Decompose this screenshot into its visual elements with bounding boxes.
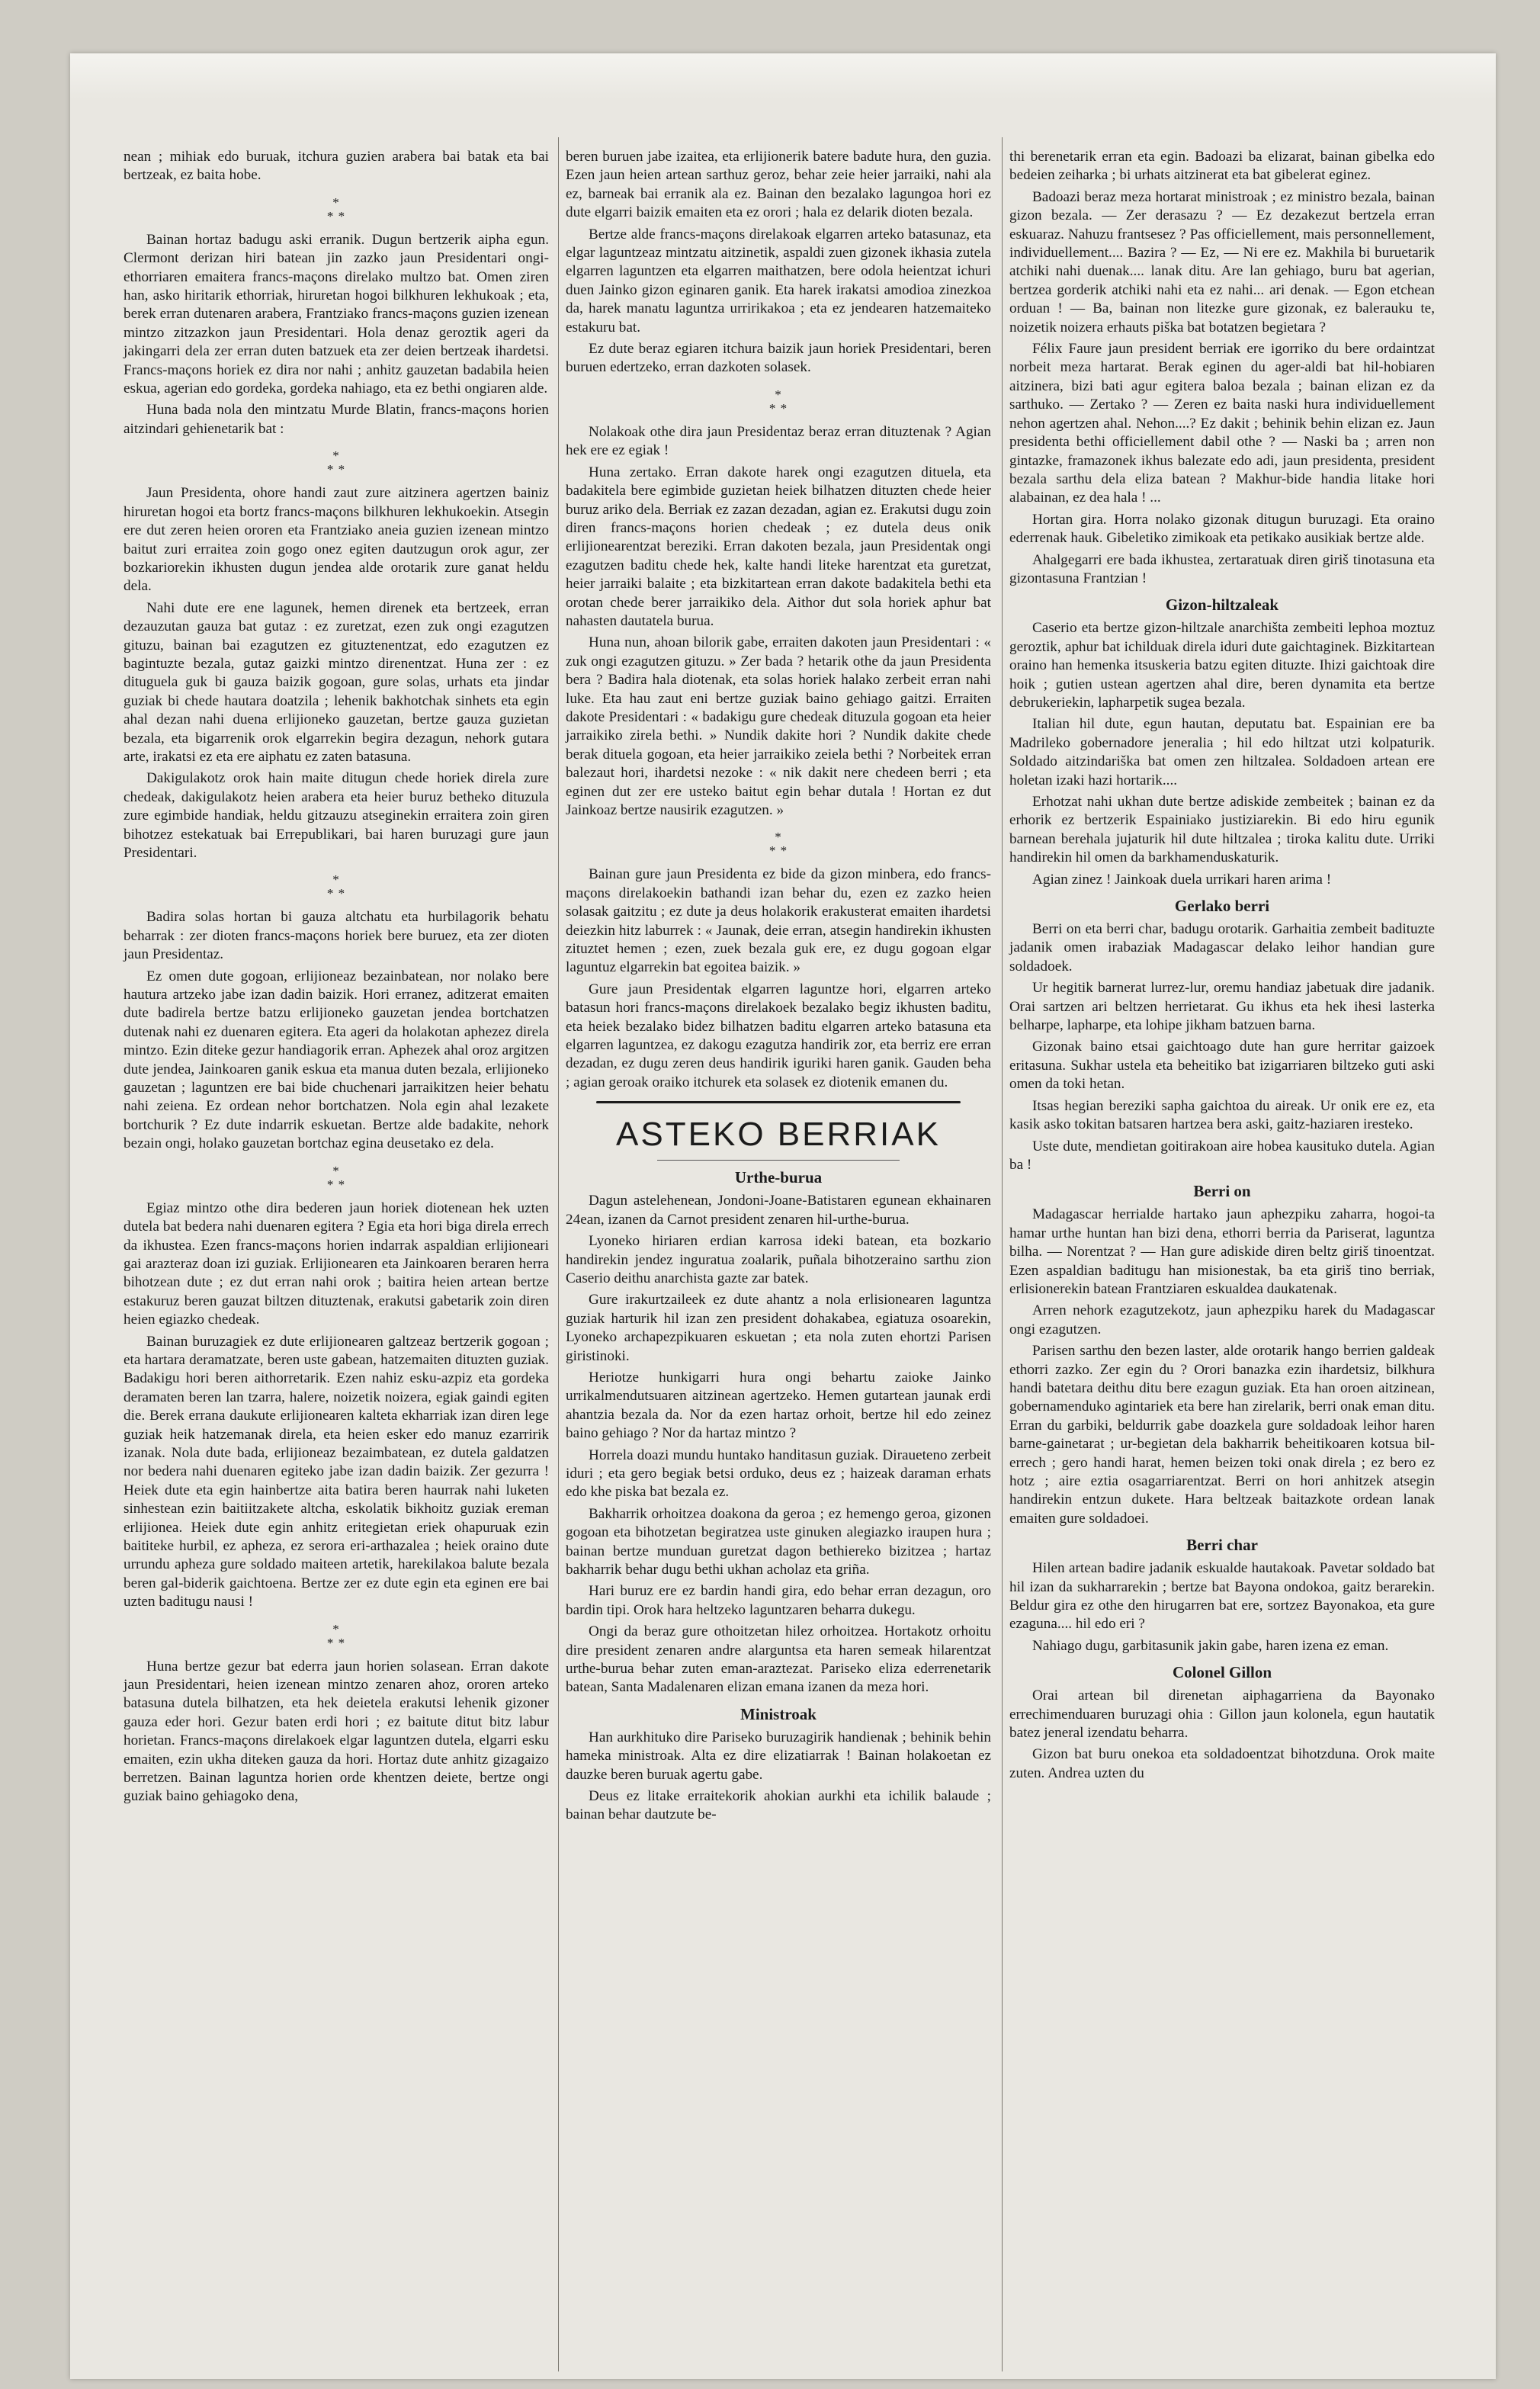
article-heading: Colonel Gillon — [1172, 1663, 1272, 1682]
paragraph: Huna bada nola den mintzatu Murde Blatin, francs-maçons horien aitzindari gehienetarik bat : — [124, 402, 549, 437]
paragraph: Badoazi beraz meza hortarat ministroak ; ez ministro bezala, bainan gizon bezala. — Zer derasazu ? — Ez dezakezut bertzela erran eskuaraz. Nahuzu frantsesez ? Pas officiellement, mais personnellement, individuellement.... Bazira ? — Ez, — Ni ere ez. Makhila bi buruetarik atchiki nahi duenak.... lanak ditu. Are lan gehiago, buru bat agerian, bertzea gorderik atchiki nahi eta ez nahi... ari denak. — Egon etchean orduan ! — Ba, bainan non litezke gure gizonak, ez balerauku te, noizetik noizera erhauts piška bat botatzen begietara ? — [1009, 188, 1435, 336]
article-heading: Gerlako berri — [1174, 897, 1270, 916]
paragraph: Uste dute, mendietan goitirakoan aire hobea kausituko dutela. Agian ba ! — [1009, 1138, 1435, 1173]
paragraph: Ur hegitik barnerat lurrez-lur, oremu handiaz jabetuak dire jadanik. Orai sartzen ari beltzen herrietarat. Gu ikhus eta hek ihesi lasterka belharpe, lapharpe, eta lohipe jikham batzuen barna. — [1009, 980, 1435, 1034]
paragraph: thi berenetarik erran eta egin. Badoazi ba elizarat, bainan gibelka edo bedeien zeiharka ; bi urhats aitzinerat eta bat gibelerat eginez. — [1009, 149, 1435, 184]
paragraph: Italian hil dute, egun hautan, deputatu bat. Espainian ere ba Madrileko gobernadore jeneralia ; hil edo hiltzat utzi kolpaturik. Soldado aitzindariška bat omen zen hiltzalea. Soldadoen artean ere holetan izaki hazi hortarik.... — [1009, 716, 1435, 788]
paragraph: Gizon bat buru onekoa eta soldadoentzat bihotzduna. Orok maite zuten. Andrea uzten du — [1009, 1746, 1435, 1781]
paragraph: Arren nehork ezagutzekotz, jaun aphezpiku harek du Madagascar ongi ezagutzen. — [1009, 1302, 1435, 1337]
paragraph: Gure jaun Presidentak elgarren laguntze hori, elgarren arteko batasun hori francs-maçons direlakoek bezalako begiz ikhusten baditu, eta heiek bezalako bidez bilhatzen baditu elgarren arteko batasuna eta elgarren laguntzea, ez dakogu ezagutza handirik zor, eta berriz ere erran dezadan, ez dugu zeren deus handirik iguriki haren ganik. Gauden beha ; agian geroak oraiko itchurek eta solasek ez diotenik emanen du. — [566, 981, 991, 1090]
paragraph: Nolakoak othe dira jaun Presidentaz beraz erran dituztenak ? Agian hek ere ez egiak ! — [566, 423, 991, 459]
paragraph: Heriotze hunkigarri hura ongi behartu zaioke Jainko urrikalmendutsuaren aitzinean agertzeko. Hemen gutartean jaunak erdi ahantzia bezala da. Nor da ezen hartaz orhoit, bertze hil edo zeinez baino gehiago ? Nor da hartaz mintzo ? — [566, 1369, 991, 1442]
paragraph: Gure irakurtzaileek ez dute ahantz a nola erlisionearen laguntza guziak harturik hil izan zen president dohakabea, egiatuza osoarekin, Lyoneko archapezpikuaren eskuetan ; eta nola zuten ehortzi Parisen giristinoki. — [566, 1292, 991, 1364]
asterism-divider: * * * — [326, 872, 346, 901]
paragraph: Badira solas hortan bi gauza altchatu eta hurbilagorik behatu beharrak : zer dioten francs-maçons horiek bere buruez, eta zer dioten jaun Presidentaz. — [124, 909, 549, 963]
paragraph: Orai artean bil direnetan aiphagarriena da Bayonako errechimenduaren buruzagi ohia : Gillon jaun kolonela, egun hautatik batez jeneral izendatu beharra. — [1009, 1687, 1435, 1742]
asterism-divider: * * * — [326, 194, 346, 223]
page-top-margin — [70, 53, 1496, 99]
paragraph: Madagascar herrialde hartako jaun aphezpiku zaharra, hogoi-ta hamar urthe huntan han bizi dena, ethorri berria da Pariserat, laguntza bilha. — Norentzat ? — Han gure adiskide diren beltz giriš tinoentzat. Ezen aspaldian baditugu han misionestak, ba eta giriš tino berriak, erlisionerekin batean Frantziaren eskualdea daukatenak. — [1009, 1206, 1435, 1297]
paragraph: Hilen artean badire jadanik eskualde hautakoak. Pavetar soldado bat hil izan da sukharrarekin ; bertze bat Bayona ondokoa, gaitz berarekin. Beldur gira ez othe den hirugarren bat ere, sortzez Bayonakoa, eta gure ezaguna.... hil edo eri ? — [1009, 1560, 1435, 1633]
column-1 — [124, 148, 549, 1809]
paragraph: beren buruen jabe izaitea, eta erlijionerik batere badute hura, den guzia. Ezen jaun heien artean sarthuz geroz, behar zeie heier jarraiki, nahi ala ez, barneak bai erranik ala ez. Bainan den bezalako lagungoa hori ez dute elgarri baizik emaiten eta ez orori ; hala ez delarik dioten bezala. — [566, 149, 991, 221]
paragraph: Nahiago dugu, garbitasunik jakin gabe, haren izena ez eman. — [1032, 1637, 1389, 1654]
paragraph: Hari buruz ere ez bardin handi gira, edo behar erran dezagun, oro bardin tipi. Orok hara heltzeko laguntzaren beharra dukegu. — [566, 1583, 991, 1618]
paragraph: Dagun astelehenean, Jondoni-Joane-Batistaren egunean ekhainaren 24ean, izanen da Carnot president zenaren hil-urthe-burua. — [566, 1193, 991, 1228]
asterism-divider: * * * — [326, 1621, 346, 1650]
newspaper-page — [70, 53, 1496, 2379]
paragraph: Bainan buruzagiek ez dute erlijionearen galtzeaz bertzerik gogoan ; eta hartara deramatzate, beren uste gabean, hatzemaiten dituzten guziak. Badakigu hori beren aithorretarik. Ezen nahiz esku-azpiz eta gordeka deramaten beren lan tzarra, halere, noizetik noizera, egiak gaindi egiten die. Berek errana daukute erlijionearen kalteta ekharriak izan diren lege guziak heik hatzemanak direla, eta heien esker edo manuz ezarririk izanak. Nola dute bada, erlijioneaz bezaimbatean, ez dutela galdatzen nor bedera nahi duenaren egiteko jabe izan dadin baizik. Zer gezurra ! Heiek dute eta egin hainbertze aita batira beren haurrak nahi luketen sinhestean ezin baitiitzakete altcha, eskolatik bikhoitz guziak ereman erlijionea. Heiek dute egin anhitz eritegietan eriek ohapuruak ezin baititeke hurbil, ez apheza, ez serora eri-arthazalea ; heiek oraino dute urrundu apheza gure soldado maiteen artetik, harekilakoa balute bezala beren gal-biderik gaichtoena. Bertze zer ez dute egin eta eginen ere bai uzten baditugu nausi ! — [124, 1333, 549, 1610]
paragraph: Agian zinez ! Jainkoak duela urrikari haren arima ! — [1032, 871, 1332, 888]
paragraph: Deus ez litake erraitekorik ahokian aurkhi eta ichilik balaude ; bainan behar dautzute be- — [566, 1788, 991, 1823]
asterism-divider: * * * — [326, 448, 346, 477]
paragraph: Bertze alde francs-maçons direlakoak elgarren arteko batasunaz, eta elgar laguntzeaz mintzatu aitzinetik, aspaldi zuen gizonek ikhasia zutela elgarren laguntzen eta elgarren maithatzen, bere odola heientzat ichuri duen Jainko gizon eginaren ganik. Eta harek irakatsi amodioa zinezkoa da, harek manatu laguntza urririkakoa ; eta ez jendearen hatzemaiteko estakuru bat. — [566, 226, 991, 336]
paragraph: Bakharrik orhoitzea doakona da geroa ; ez hemengo geroa, gizonen gogoan eta bihotzetan begiratzea uste ginuken alegiazko iraupen hura ; bainan bertze munduan guretzat dagon bethiereko bizitzea ; hartaz bakharrik behar dugu bethi ukhan acholaz eta griña. — [566, 1505, 991, 1578]
paragraph: Han aurkhituko dire Pariseko buruzagirik handienak ; behinik behin hameka ministroak. Alta ez dire elizatiarrak ! Bainan holakoetan ez dauzke beren buruak agertu gabe. — [566, 1729, 991, 1783]
article-heading: Gizon-hiltzaleak — [1165, 596, 1279, 615]
asterism-divider: * * * — [768, 830, 788, 859]
asterism-divider: * * * — [326, 1163, 346, 1192]
article-heading: Urthe-burua — [734, 1168, 823, 1187]
paragraph: Bainan gure jaun Presidenta ez bide da gizon minbera, edo francs-maçons direlakoekin bathandi izan behar du, ezen ez zazko heien solasak gaitzitu ; ez dute ja deus holakorik erakusterat emaiten ihardetsi deiezkin hitz laburrek : « Jaunak, deie erran, atsegin handirekin ikhusten zituztet hemen ; ezen, zuek bezala guk ere, ez dugu gogoan elgar laguntuz elgarrekin bat egoitea baizik. » — [566, 866, 991, 976]
paragraph: Parisen sarthu den bezen laster, alde orotarik hango berrien galdeak ethorri zazko. Zer egin du ? Orori banazka ezin ihardetsiz, bilkhura handi batetara deithu ditu bere ezagun guziak. Eta han oroen aitzinean, gobernamenduko agintariek eta bere han zirelarik, berri onak eman ditu. Erran du garbiki, beldurrik gabe doazkela gure soldadoak leihor haren barne-gainetarat ; ur-begietan dela bakharrik beheitikoaren kotsua bil-errech ; gero handi harat, hemen beizen toki onak direla ; ez bero ez hotz ; aire eztia osagarriarentzat. Berri on hori anhitzek atsegin handirekin entzun dukete. Hara beltzeak baitazkote ordean lanak emaiten gure soldadoei. — [1009, 1343, 1435, 1527]
article-heading: Berri on — [1193, 1182, 1251, 1201]
paragraph: Dakigulakotz orok hain maite ditugun chede horiek direla zure chedeak, dakigulakotz heien arabera eta heier buruz betheko dituzula zure egimbide handiak, heldu gitzauzu atseginekin erraitera zoin giren bihotzez estekatuak bai Errepublikari, bai haren buruzagi gure jaun Presidentari. — [124, 770, 549, 861]
article-heading: Ministroak — [740, 1704, 817, 1723]
paragraph: Huna zertako. Erran dakote harek ongi ezagutzen dituela, eta badakitela bere egimbide guzietan heiek bilhatzen dituzten chede heier buruz ariko dela. Berriak ez zazan dezadan, agian ez. Erakutsi dugu zoin diren francs-maçons horien chedeak ; ez dutela deus onik erlijionearentzat bereziki. Erran dakoten bezala, jaun Presidentak ongi ezagutzen baditu chede hek, kalte handi liteke harentzat eta guretzat, heier jarraiki balaite ; eta bizkitartean erran dakote badakitela bethi eta orotan chede berer jarraikiko dela. Aithor dut sola horiek aphur bat nahasten dautatela burua. — [566, 464, 991, 629]
column-rule — [1002, 137, 1003, 2371]
asterism-divider: * * * — [768, 387, 788, 416]
section-divider — [596, 1101, 961, 1103]
paragraph: Itsas hegian bereziki sapha gaichtoa du aireak. Ur onik ere ez, eta kasik asko tokitan batsaren hartzea bera aski, gaitz-haziaren irestekо. — [1009, 1097, 1435, 1133]
paragraph: Gizonak baino etsai gaichtoago dute han gure herritar gaizoek eritasuna. Sukhar ustela eta beheitiko bat izigarriaren biltzeko guti aski omen da toki hetan. — [1009, 1039, 1435, 1093]
article-heading: Berri char — [1186, 1536, 1258, 1555]
paragraph: Nahi dute ere ene lagunek, hemen direnek eta bertzeek, erran dezauzutan gauza bat gutaz : ez zuretzat, ezen zuk ongi ezagutzen gituzu, bainan bai ezagutzen ez gituztenentzat, edo ezagutzen ez bagintuzte bezala, gutaz gaizki mintzo direnentzat. Huna zer : ez dituguela guk bi gauza baizik gogoan, gure solas, urhats eta jindar guziak bi chede hautara doatzila ; lehenik bakhotchak sinhets eta egin ahal dezan nahi duena erlijioneko gauzetan, bertze gauza guzietan bezala, eta bigarrenik orok elgarrekin begira dezagun, nehork gutara arte, irakatsi ez eta ere aiphatu ez zaten batasuna. — [124, 599, 549, 765]
paragraph: nean ; mihiak edo buruak, itchura guzien arabera bai batak eta bai bertzeak, ez baita hobe. — [124, 149, 549, 184]
paragraph: Huna nun, ahoan bilorik gabe, erraiten dakoten jaun Presidentari : « zuk ongi ezagutzen gituzu. » Zer bada ? hetarik othe da jaun Presidenta bera ? Badira hala diotenak, eta solas horiek halako zerbeit erran nahi luke. Eta hau zaut eni bertze guziak baino gehiago gaitzi. Erraiten dakote Presidentari : « badakigu gure chedeak dituzula gogoan eta heier jarraikiko zirela bethi. » Nundik dakite hori ? Nundik dakite chede berak dituela gogoan, eta heier jarraikiko zeiela bethi ? Norbeitek erran balezaut hori, ihardetsi nezoke : « nik dakit nere chedeen berri ; eta eginen dut zer ere usteko baitut egin behar dutala ! Hortan ez dut Jainkoaz bertze nausirik ezagutzen. » — [566, 634, 991, 818]
paragraph: Lyoneko hiriaren erdian karrosa ideki batean, eta bozkario handirekin jendez inguratua zoalarik, puñala bihotzeraino sarthu zion Caserio deithu anarchista gazte zar batek. — [566, 1233, 991, 1286]
paragraph: Horrela doazi mundu huntako handitasun guziak. Diraueteno zerbeit iduri ; eta gero begiak betsi orduko, deus ez ; haizeak daraman erhats edo khe piska bat bezala ez. — [566, 1447, 991, 1501]
column-2 — [566, 148, 991, 1828]
paragraph: Ez omen dute gogoan, erlijioneaz bezainbatean, nor nolako bere hautura artzeko jabe izan dadin baizik. Hori erranez, aditzerat emaiten dute badirela bertze batzu erlijioneko gauzetan jendea bortchatzen dutenak nahi ez duenaren egitera. Eta ageri da holakotan aphezez direla mintzo. Ezin diteke gezur handiagorik erran. Aphezek ahal oroz argitzen dute jendea, Jainkoaren ganik eskua eta manua duten bezala, erlijioneko gauzetan ; laguntzen ere bai bide chuchenari jarraikitzen heier behatu nahi zeiena. Ez ordean nehor bortchatzen. Nola egin ahal lezakete bortchurik ? Ez dute indarrik eskuetan. Bertze alde badakite, nehork bezain ongi, holako gauzetan bortchaz egina deusetako ez dela. — [124, 968, 549, 1152]
paragraph: Ez dute beraz egiaren itchura baizik jaun horiek Presidentari, beren buruen edertzeko, erran dazkoten solasek. — [566, 341, 991, 376]
paragraph: Jaun Presidenta, ohore handi zaut zure aitzinera agertzen bainiz hiruretan hogoi eta bortz francs-maçons bilkhuren lekhukoekin. Atsegin ere dut zeren heien ororen eta Frantziako aneia guzien izenean mintzo baitut zuri erraitea zoin gogo onez egiten dautzugun orok agur, zer bozkariorekin ikhusten dugun jendea alde orotarik zure ganat heldu dela. — [124, 485, 549, 595]
column-rule — [558, 137, 559, 2371]
paragraph: Hortan gira. Horra nolako gizonak ditugun buruzagi. Eta oraino ederrenak hauk. Gibeletiko zimikoak eta petikako ausikiak bertze alde. — [1009, 511, 1435, 547]
paragraph: Egiaz mintzo othe dira bederen jaun horiek diotenean hek uzten dutela bat bedera nahi duenaren egitera ? Egia eta hori biga direla errech da ikhustea. Ezen francs-maçons horien indarrak aspaldian erlijioneari gai arazteraz doan izi guziak. Erlijionearen eta Jainkoaren beraren herra bihotzean dute ; ez dut erran nahi orok ; baitira heien artean bertze estakuruz beren gauzat biltzen dituztenak, erakutsi gabetarik zoin diren heien egiazko chedeak. — [124, 1199, 549, 1328]
paragraph: Bainan hortaz badugu aski erranik. Dugun bertzerik aipha egun. Clermont derizan hiri batean jin zazko jaun Presidentari ongi-ethorriaren emaitera francs-maçons direlako multzo bat. Omen ziren han, asko hiritarik ethorriak, hiruretan hogoi bilkhuren lekhukoak ; eta, berek erran dutenaren arabera, Frantziako francs-maçons guzien izenean mintzo zitzazkon jaun Presidentari. Hola denaz geroztik ageri da jakingarri dela zer erran duten batzuek eta zer deien bertzeak ihardetsi. Francs-maçons horiek ez dira nor nahi ; anhitz gauzetan badabila heien eskua, agerian edo gordeka, gordeka nahiago, eta ez bethi ongiaren alde. — [124, 231, 549, 397]
paragraph: Ongi da beraz gure othoitzetan hilez orhoitzea. Hortakotz orhoitu dire president zenaren andre alarguntsa eta haren semeak hilarentzat urthe-burua behar zuten eman-araztezat. Pariseko eliza ederrenetarik batean, Santa Madalenaren elizan emana izanen da meza hori. — [566, 1623, 991, 1696]
section-title: ASTEKO BERRIAK — [616, 1116, 941, 1154]
paragraph: Caserio eta bertze gizon-hiltzale anarchišta zembeiti lephoa moztuz geroztik, aphur bat ichilduak direla iduri dute gaichtaginek. Bizkitartean oraino han hemenka itsuskeria batzu egiten dituzte. Ihizi gaichtoak dire hoik ; gutien ustean agertzen ahal dire, beren dynamita eta bertze debrukeriekin, lapharpetik sugea bezala. — [1009, 620, 1435, 711]
column-3 — [1009, 148, 1435, 1786]
paragraph: Ahalgegarri ere bada ikhustea, zertaratuak diren giriš tinotasuna eta gizontasuna Frantzian ! — [1009, 551, 1435, 586]
paragraph: Huna bertze gezur bat ederra jaun horien solasean. Erran dakote jaun Presidentari, heien izenean mintzo zenaren ahoz, ororen arteko batasuna dutela bilhatzen, eta hek deietela erakutsi lehenik gizoner gauza eder hori. Gezur baten erdi hori ; ez baitute ditut bitz labur horietan. Francs-maçons direlakoek elgar laguntzen dutela, elgarri esku emaiten, ezin ukha diteken gauza da hori. Hortaz dute anhitz gizagaizo berretzen. Bainan laguntza horien orde khentzen deiete, bertze ongi guziak baino gehiagoko dena, — [124, 1658, 549, 1805]
paragraph: Erhotzat nahi ukhan dute bertze adiskide zembeitek ; bainan ez da erhorik ez bertzerik Espainiako justiziarekin. Bi edo hiru egunik barnean berehala jujaturik hil dute hiltzalea ; tiroka kalitu dute. Urriki handirekin hil omen da barkhamenduskaturik. — [1009, 794, 1435, 866]
title-underline — [657, 1160, 900, 1161]
paragraph: Félix Faure jaun president berriak ere igorriko du bere ordaintzat norbeit meza hartarat. Berak eginen du ager-aldi bat hil-hobiaren aitzinera, bizi bati agur egitera baloa bezala ; bainan elizan ez da sarthuko. — Zertako ? — Zeren ez baita naski hura individuellement nehon agertzen ahal. Nehon....? Ez dakit ; behinik behin elizan ez. Jaun presidenta bethi officiellement dabil othe ? — Naski ba ; arren non gintazke, framazonek ikhus balezate edo adi, jaun presidenta, president bezala sarthu dela eliza batean ? Makhur-bide handia litake hori alabainan, ez dea hala ! ... — [1009, 341, 1435, 506]
paragraph: Berri on eta berri char, badugu orotarik. Garhaitia zembeit badituzte jadanik omen irabaziak Madagascar delako leihor handian gure soldadoek. — [1009, 921, 1435, 975]
